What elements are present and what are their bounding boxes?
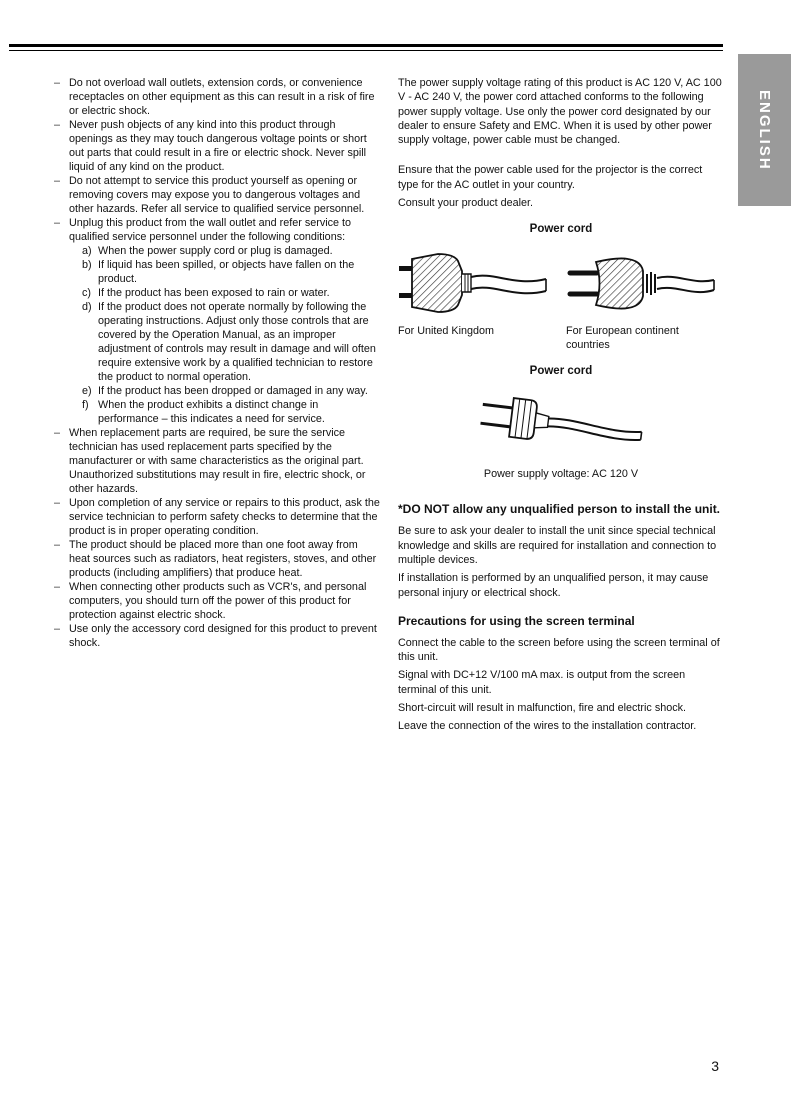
intro-paragraph: Consult your product dealer.	[398, 197, 534, 210]
european-power-plug-icon	[566, 247, 716, 319]
safety-list-item	[54, 174, 380, 216]
eu-plug-caption: For European continent countries	[566, 325, 679, 352]
safety-list-text: When replacement parts are required, be sure the service technician has used replacement parts specified by the manufacturer or with same characteristics as the original part. Unauthorized substitutions may result in fire, electric shock, or other hazards.	[69, 427, 366, 495]
language-tab-label: ENGLISH	[756, 89, 773, 171]
install-paragraph: Be sure to ask your dealer to install the unit since special technical knowledge and skills are required for installation and connection to multiple devices.	[398, 525, 717, 566]
top-rule-thin	[9, 50, 723, 51]
safety-list-item	[54, 538, 380, 580]
safety-sublist-item	[54, 398, 380, 426]
safety-list-item	[54, 118, 380, 174]
plug-figures-row	[398, 247, 724, 352]
safety-sublist-text: When the power supply cord or plug is damaged.	[98, 245, 333, 257]
screen-terminal-paragraph: Leave the connection of the wires to the installation contractor.	[398, 720, 697, 733]
safety-list-text: Never push objects of any kind into this product through openings as they may touch dangerous voltage points or short out parts that could result in a fire or electric shock. Never spill liquid of any kind on the product.	[69, 119, 367, 173]
safety-sublist-text: If liquid has been spilled, or objects have fallen on the product.	[98, 259, 355, 285]
dash-marker: –	[54, 77, 61, 89]
power-cord-heading: Power cord	[529, 223, 593, 236]
uk-plug-caption: For United Kingdom	[398, 325, 495, 338]
dash-marker: –	[54, 623, 61, 635]
safety-list-text: Use only the accessory cord designed for this product to prevent shock.	[69, 623, 377, 649]
letter-marker: a)	[82, 245, 92, 257]
letter-marker: d)	[82, 301, 92, 313]
safety-list-text: Do not overload wall outlets, extension cords, or convenience receptacles on other equipment as this can result in a risk of fire or electric shock.	[69, 77, 375, 117]
letter-marker: e)	[82, 385, 92, 397]
dash-marker: –	[54, 581, 61, 593]
screen-terminal-paragraph: Connect the cable to the screen before using the screen terminal of this unit.	[398, 636, 720, 664]
safety-list-item	[54, 580, 380, 622]
safety-list-text: The product should be placed more than one foot away from heat sources such as radiators, heat registers, stoves, and other products (including amplifiers) that produce heat.	[69, 539, 377, 579]
header-rules	[9, 44, 723, 51]
safety-sublist-text: When the product exhibits a distinct change in performance – this indicates a need for service.	[98, 399, 325, 425]
eu-plug-figure	[566, 247, 724, 352]
safety-sublist-item	[54, 286, 380, 300]
top-rule-thick	[9, 44, 723, 47]
dash-marker: –	[54, 539, 61, 551]
safety-sublist-text: If the product has been dropped or damaged in any way.	[98, 385, 368, 397]
us-power-plug-icon	[476, 389, 646, 459]
safety-list-item	[54, 426, 380, 496]
language-tab	[738, 54, 791, 206]
screen-terminal-heading: Precautions for using the screen terminal	[398, 613, 635, 628]
safety-list-item	[54, 76, 380, 118]
safety-sublist-item	[54, 300, 380, 384]
intro-paragraph: The power supply voltage rating of this product is AC 120 V, AC 100 V - AC 240 V, the power cord attached conforms to the following power supply voltage. Use only the power cord designated by our dealer to ensure Safety and EMC. When it is used by other power supply voltage, power cable must be changed.	[398, 77, 722, 147]
uk-plug-figure	[398, 247, 556, 352]
install-section-heading: *DO NOT allow any unqualified person to install the unit.	[398, 502, 721, 517]
intro-paragraph: Ensure that the power cable used for the projector is the correct type for the AC outlet in your country.	[398, 164, 703, 191]
letter-marker: b)	[82, 259, 92, 271]
safety-list-text: When connecting other products such as VCR's, and personal computers, you should turn off the power of this product for protection against electric shock.	[69, 581, 367, 621]
dash-marker: –	[54, 427, 61, 439]
letter-marker: f)	[82, 399, 89, 411]
safety-list-text: Do not attempt to service this product yourself as opening or removing covers may expose you to dangerous voltages and other hazards. Refer all service to qualified service personnel.	[69, 175, 365, 215]
us-plug-caption: Power supply voltage: AC 120 V	[483, 468, 639, 481]
safety-sublist-text: If the product has been exposed to rain or water.	[98, 287, 330, 299]
screen-terminal-paragraph: Short-circuit will result in malfunction, fire and electric shock.	[398, 702, 687, 715]
power-cord-heading: Power cord	[529, 365, 593, 378]
dash-marker: –	[54, 119, 61, 131]
dash-marker: –	[54, 497, 61, 509]
safety-sublist-text: If the product does not operate normally by following the operating instructions. Adjust only those controls that are covered by the Operation Manual, as an improper adjustment of controls may result in damage and will often require extensive work by a qualified technician to restore the product to normal operation.	[98, 301, 376, 383]
safety-sublist-item	[54, 258, 380, 286]
content-columns	[54, 76, 724, 738]
dash-marker: –	[54, 175, 61, 187]
letter-marker: c)	[82, 287, 91, 299]
uk-power-plug-icon	[398, 247, 548, 319]
us-plug-figure	[398, 389, 724, 481]
safety-sublist-item	[54, 244, 380, 258]
safety-list-text: Upon completion of any service or repairs to this product, ask the service technician to perform safety checks to determine that the product is in proper operating condition.	[69, 497, 380, 537]
safety-sublist-item	[54, 384, 380, 398]
page-number: 3	[711, 1058, 719, 1074]
left-column	[54, 76, 380, 738]
safety-list-text: Unplug this product from the wall outlet and refer service to qualified service personnel under the following conditions:	[69, 217, 352, 243]
safety-list-item	[54, 216, 380, 244]
screen-terminal-paragraph: Signal with DC+12 V/100 mA max. is output from the screen terminal of this unit.	[398, 669, 686, 696]
right-column	[398, 76, 724, 738]
safety-list-item	[54, 496, 380, 538]
dash-marker: –	[54, 217, 61, 229]
install-paragraph: If installation is performed by an unqualified person, it may cause personal injury or electrical shock.	[398, 572, 709, 599]
safety-list-item	[54, 622, 380, 650]
